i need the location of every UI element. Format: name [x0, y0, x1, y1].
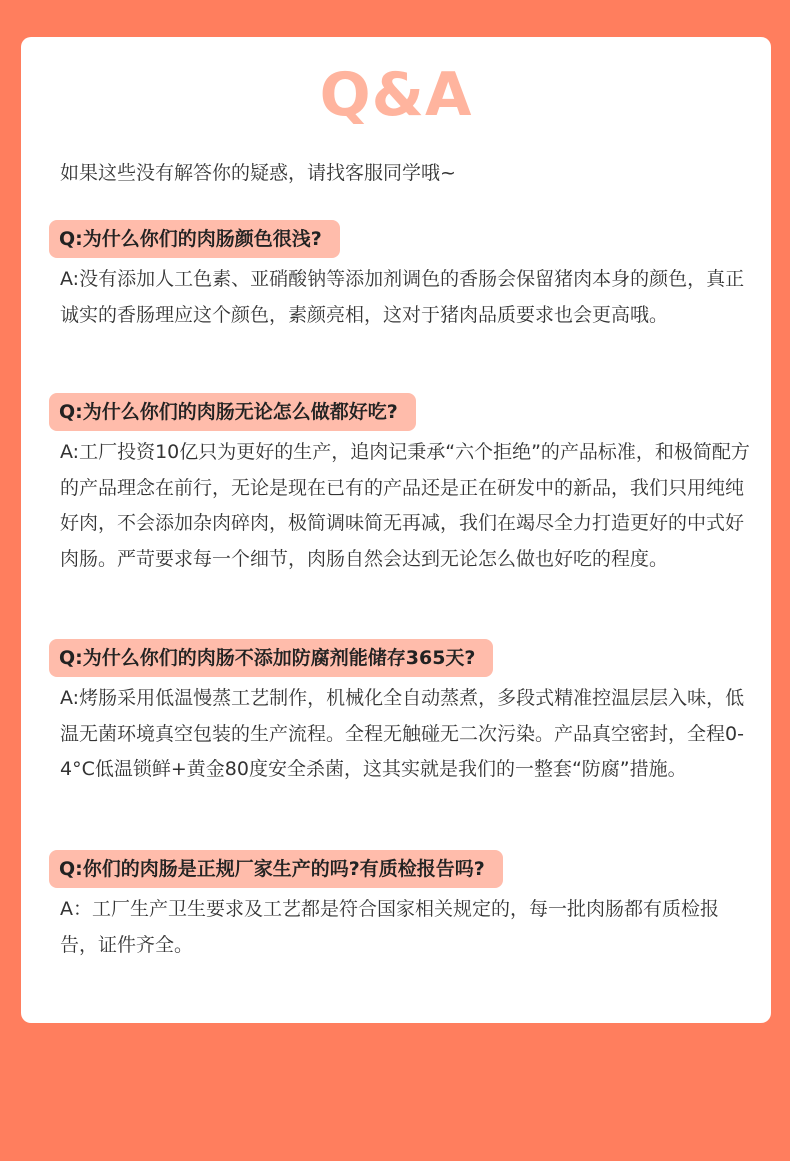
answer-text: A:没有添加人工色素、亚硝酸钠等添加剂调色的香肠会保留猪肉本身的颜色，真正诚实的香肠理应这个颜色，素颜亮相，这对于猪肉品质要求也会更高哦。 [60, 268, 745, 326]
question-label: Q:为什么你们的肉肠颜色很浅? [49, 220, 340, 258]
qa-item [49, 850, 750, 963]
question-label: Q:你们的肉肠是正规厂家生产的吗?有质检报告吗? [49, 850, 503, 888]
qa-item [49, 220, 750, 333]
answer-text: A:烤肠采用低温慢蒸工艺制作，机械化全自动蒸煮，多段式精准控温层层入味，低温无菌环境真空包装的生产流程。全程无触碰无二次污染。产品真空密封，全程0-4°C低温锁鲜+黄金80度安全杀菌，这其实就是我们的一整套“防腐”措施。 [60, 687, 745, 780]
qa-title: Q&A [319, 60, 473, 130]
qa-card [21, 37, 771, 1023]
answer-text: A:工厂投资10亿只为更好的生产，追肉记秉承“六个拒绝”的产品标准，和极简配方的产品理念在前行，无论是现在已有的产品还是正在研发中的新品，我们只用纯纯好肉，不会添加杂肉碎肉，极简调味简无再减，我们在竭尽全力打造更好的中式好肉肠。严苛要求每一个细节，肉肠自然会达到无论怎么做也好吃的程度。 [60, 441, 750, 570]
answer-text: A：工厂生产卫生要求及工艺都是符合国家相关规定的，每一批肉肠都有质检报告，证件齐全。 [60, 898, 719, 956]
intro-text: 如果这些没有解答你的疑惑，请找客服同学哦~ [60, 162, 456, 184]
question-label: Q:为什么你们的肉肠无论怎么做都好吃? [49, 393, 416, 431]
qa-item [49, 393, 750, 577]
qa-item [49, 639, 750, 788]
question-label: Q:为什么你们的肉肠不添加防腐剂能储存365天? [49, 639, 493, 677]
